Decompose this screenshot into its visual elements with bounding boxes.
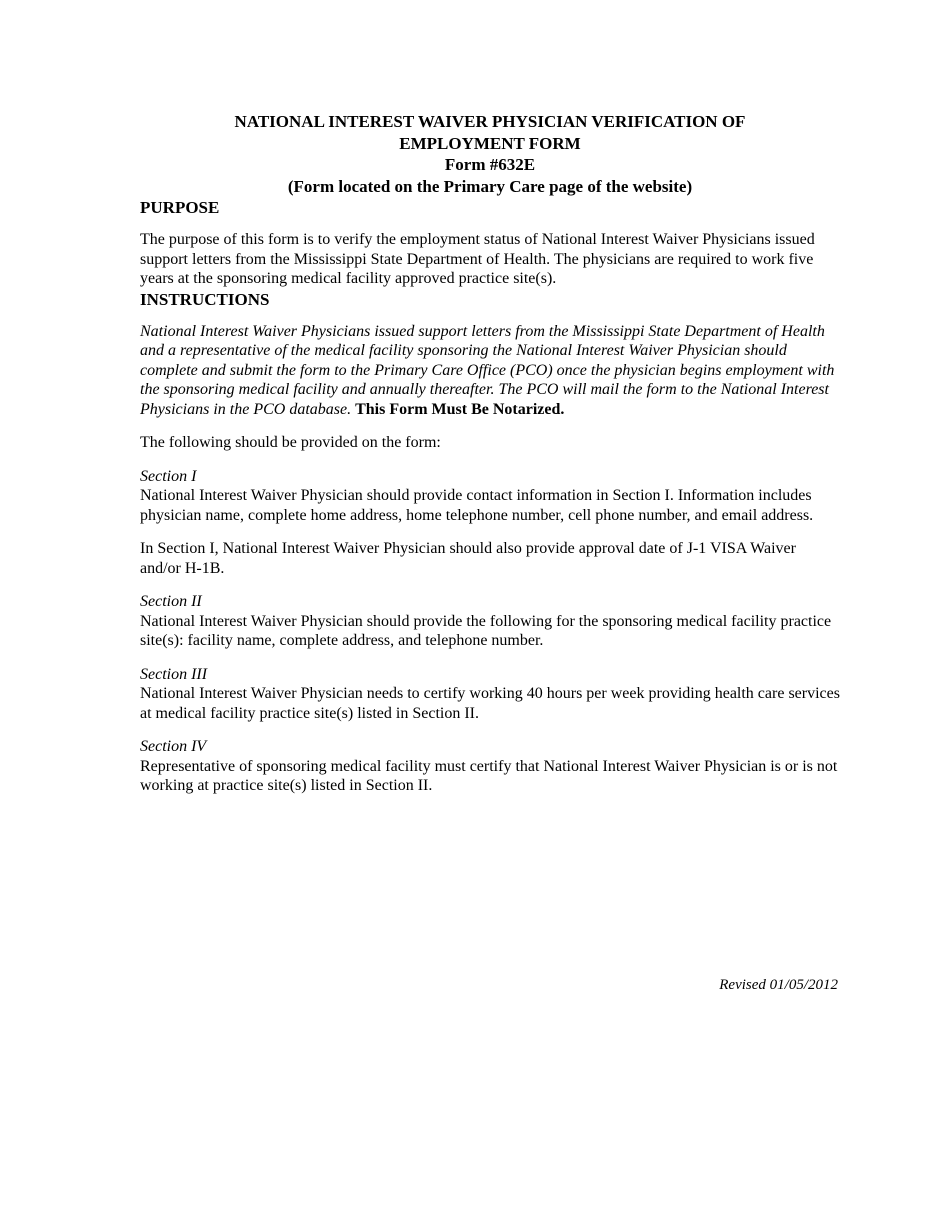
revised-date: Revised 01/05/2012 — [719, 977, 838, 993]
instructions-heading: INSTRUCTIONS — [140, 289, 270, 309]
section-1-title: Section I — [140, 467, 197, 485]
following-text: The following should be provided on the form: — [140, 434, 441, 451]
form-location-note: (Form located on the Primary Care page of the website) — [287, 176, 693, 196]
section-1-extra-text: In Section I, National Interest Waiver Physician should also provide approval date of J-1 VISA Waiver and/or H-1B. — [140, 540, 796, 577]
section-3-title: Section III — [140, 665, 208, 683]
section-2-text: National Interest Waiver Physician should provide the following for the sponsoring medical facility practice site(s): facility name, complete address, and telephone number. — [140, 612, 832, 649]
title-line-2: EMPLOYMENT FORM — [399, 133, 581, 153]
notarized-notice: This Form Must Be Notarized. — [355, 400, 565, 418]
section-2-block — [140, 592, 840, 651]
section-4-title: Section IV — [140, 738, 207, 755]
section-2-title: Section II — [140, 593, 202, 610]
section-4-text: Representative of sponsoring medical facility must certify that National Interest Waiver Physician is or is not working at practice site(s) listed in Section II. — [140, 757, 838, 794]
purpose-heading: PURPOSE — [140, 198, 220, 217]
section-3-text: National Interest Waiver Physician needs to certify working 40 hours per week providing health care services at medical facility practice site(s) listed in Section II. — [140, 685, 840, 722]
section-4-block — [140, 737, 840, 796]
document-page — [140, 111, 840, 796]
purpose-text: The purpose of this form is to verify the employment status of National Interest Waiver Physicians issued support letters from the Mississippi State Department of Health. The physicians are required to work five years at the sponsoring medical facility approved practice site(s). — [140, 231, 815, 287]
section-1-block — [140, 467, 840, 526]
form-number: Form #632E — [444, 155, 536, 174]
instructions-italic-text: National Interest Waiver Physicians issued support letters from the Mississippi State Department of Health and a representative of the medical facility sponsoring the National Interest Waiver Physician should complete and submit the form to the Primary Care Office (PCO) once the physician begins employment with the sponsoring medical facility and annually thereafter. The PCO will mail the form to the National Interest Physicians in the PCO database. — [140, 322, 835, 418]
document-title-block — [140, 111, 840, 197]
section-3-block — [140, 665, 840, 724]
instructions-paragraph — [140, 322, 840, 420]
title-line-1: NATIONAL INTEREST WAIVER PHYSICIAN VERIFICATION OF — [234, 112, 746, 131]
section-1-text: National Interest Waiver Physician should provide contact information in Section I. Information includes physician name, complete home address, home telephone number, cell phone number, and email address. — [140, 487, 814, 524]
